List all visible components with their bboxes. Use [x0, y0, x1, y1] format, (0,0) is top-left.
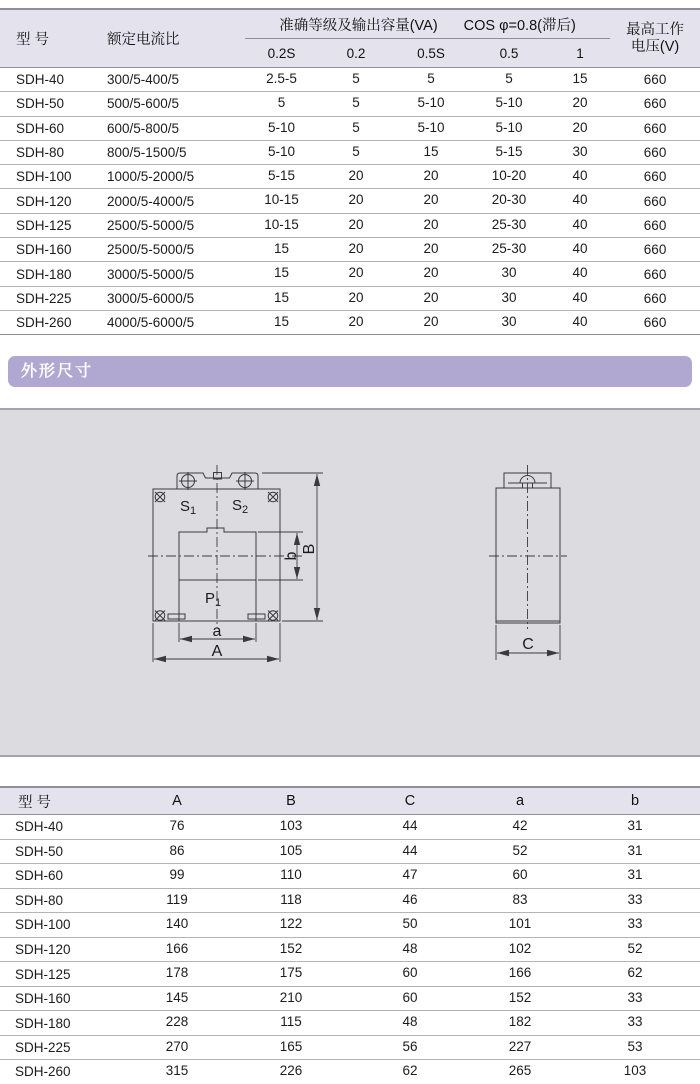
cell-dim-B: 115 — [280, 1014, 302, 1030]
cell-05s: 5-10 — [417, 119, 445, 135]
cell-dim-a: 152 — [508, 989, 532, 1005]
cell-voltage: 660 — [643, 169, 667, 185]
cell-02s: 5-10 — [267, 119, 296, 135]
cell-dim-a: 83 — [512, 891, 528, 907]
cell-02: 5 — [352, 119, 360, 135]
cell-02: 20 — [348, 265, 364, 281]
cell-05s: 20 — [423, 168, 439, 184]
cell-model: SDH-260 — [15, 1064, 71, 1080]
terminal-screw-s2-cross — [236, 472, 254, 490]
cell-ratio: 3000/5-5000/5 — [107, 266, 195, 282]
cell-dim-B: 165 — [279, 1038, 303, 1054]
cell-ratio: 3000/5-6000/5 — [107, 290, 195, 306]
cell-05s: 15 — [423, 143, 439, 159]
cell-dim-A: 145 — [165, 989, 189, 1005]
cell-dim-b: 33 — [627, 916, 643, 932]
cell-voltage: 660 — [643, 266, 667, 282]
cell-02s: 5 — [277, 95, 286, 111]
cell-ratio: 2000/5-4000/5 — [107, 193, 195, 209]
cell-05s: 20 — [423, 313, 439, 329]
cell-voltage: 660 — [643, 290, 667, 306]
col-header-A: A — [122, 787, 232, 815]
cell-02: 5 — [352, 71, 360, 86]
foot-left — [168, 614, 185, 619]
cell-ratio: 500/5-600/5 — [107, 96, 180, 112]
label-p1: $P_1$ — [205, 590, 222, 609]
spec-table-header — [0, 9, 700, 68]
cell-voltage: 660 — [643, 193, 667, 209]
spec-row — [0, 165, 700, 189]
spec-row — [0, 68, 700, 92]
cell-ratio: 300/5-400/5 — [107, 72, 180, 88]
cell-1: 40 — [572, 241, 588, 257]
col-header-ratio: 额定电流比 — [97, 9, 245, 68]
accuracy-output-label: 准确等级及输出容量(VA) — [279, 17, 438, 34]
col-header-model: 型 号 — [0, 9, 97, 68]
cell-ratio: 800/5-1500/5 — [107, 145, 187, 161]
cell-1: 40 — [572, 168, 588, 184]
cell-dim-C: 62 — [402, 1063, 418, 1079]
cell-05: 30 — [501, 289, 517, 305]
col-header-accuracy-group — [245, 9, 610, 39]
cell-dim-A: 86 — [169, 842, 185, 858]
cell-dim-b: 62 — [627, 965, 643, 981]
cell-model: SDH-60 — [16, 120, 65, 136]
cell-dim-A: 76 — [169, 818, 185, 833]
spec-row — [0, 286, 700, 310]
cell-02s: 2.5-5 — [266, 71, 297, 86]
cell-05s: 20 — [423, 289, 439, 305]
col-header-02s: 0.2S — [245, 39, 318, 68]
spec-header-row-1 — [0, 9, 700, 39]
terminal-screw-s1-cross — [179, 472, 197, 490]
dim-label-a: a — [212, 623, 222, 640]
cell-dim-b: 103 — [623, 1063, 647, 1079]
cell-1: 30 — [572, 143, 588, 159]
cell-1: 40 — [572, 313, 588, 329]
spec-row — [0, 262, 700, 286]
cell-dim-a: 42 — [512, 818, 528, 833]
dims-row — [0, 815, 700, 840]
cell-dim-B: 226 — [279, 1063, 303, 1079]
cell-model: SDH-160 — [16, 242, 72, 258]
dims-row — [0, 1060, 700, 1084]
cell-model: SDH-160 — [15, 991, 71, 1007]
cell-02: 20 — [348, 192, 364, 208]
col-header-02: 0.2 — [318, 39, 394, 68]
dims-row — [0, 888, 700, 913]
dims-header-row — [0, 787, 700, 815]
cell-dim-A: 166 — [165, 940, 189, 956]
cell-1: 20 — [572, 119, 588, 135]
front-view — [148, 465, 323, 662]
cell-dim-C: 44 — [402, 842, 418, 858]
side-body-outline — [496, 488, 560, 623]
cell-dim-B: 210 — [279, 989, 303, 1005]
cell-05: 25-30 — [491, 216, 527, 232]
col-header-05s: 0.5S — [394, 39, 468, 68]
cell-dim-B: 152 — [279, 940, 303, 956]
cell-dim-b: 33 — [627, 989, 643, 1005]
cell-dim-b: 31 — [627, 818, 643, 833]
cell-02s: 10-15 — [264, 192, 299, 208]
cell-dim-a: 166 — [508, 965, 532, 981]
cell-1: 40 — [572, 192, 588, 208]
cell-05: 5-10 — [495, 119, 523, 135]
col-header-B: B — [232, 787, 350, 815]
dimension-a — [179, 623, 256, 642]
cell-dim-a: 52 — [512, 842, 528, 858]
cell-dim-C: 60 — [402, 965, 418, 981]
label-s2: $S_2$ — [232, 497, 249, 516]
cell-05s: 5 — [427, 71, 435, 86]
dimension-table-header — [0, 787, 700, 815]
cell-dim-A: 270 — [165, 1038, 189, 1054]
cell-model: SDH-50 — [16, 96, 65, 112]
cell-dim-b: 52 — [627, 940, 643, 956]
cell-dim-C: 56 — [402, 1038, 418, 1054]
cell-model: SDH-125 — [16, 217, 72, 233]
cell-dim-a: 102 — [508, 940, 532, 956]
cell-1: 40 — [572, 265, 588, 281]
spec-table — [0, 8, 700, 335]
cell-model: SDH-180 — [16, 266, 72, 282]
cell-model: SDH-60 — [15, 868, 64, 884]
cell-05: 5-10 — [495, 95, 523, 111]
cos-phi-label: COS φ=0.8(滞后) — [463, 17, 576, 34]
cell-voltage: 660 — [643, 242, 667, 258]
cell-model: SDH-260 — [16, 315, 72, 331]
cell-05: 10-20 — [491, 168, 527, 184]
spec-row — [0, 116, 700, 140]
col-header-05: 0.5 — [468, 39, 550, 68]
cell-02s: 5-15 — [267, 168, 296, 184]
cell-model: SDH-80 — [15, 892, 64, 908]
side-view — [489, 465, 567, 660]
cell-dim-b: 31 — [627, 867, 643, 883]
cell-1: 40 — [572, 289, 588, 305]
cell-dim-a: 101 — [508, 916, 532, 932]
cell-1: 15 — [572, 71, 588, 86]
cell-1: 20 — [572, 95, 588, 111]
cell-dim-A: 99 — [169, 867, 185, 883]
cell-05: 5 — [505, 71, 513, 86]
cell-1: 40 — [572, 216, 588, 232]
cell-dim-a: 265 — [508, 1063, 532, 1079]
cell-dim-C: 44 — [402, 818, 418, 833]
cell-02s: 15 — [273, 289, 290, 305]
cell-dim-C: 46 — [402, 891, 418, 907]
cell-dim-C: 48 — [402, 940, 418, 956]
section-banner-outline-dimensions: 外形尺寸 — [8, 356, 692, 387]
cell-02: 20 — [348, 241, 364, 257]
cell-02: 20 — [348, 289, 364, 305]
cell-model: SDH-100 — [15, 917, 71, 933]
cell-dim-b: 33 — [627, 1014, 643, 1030]
cell-05: 20-30 — [491, 192, 527, 208]
cell-model: SDH-50 — [15, 843, 64, 859]
cell-dim-B: 103 — [279, 818, 303, 833]
cell-02s: 15 — [273, 265, 290, 281]
col-header-b: b — [570, 787, 700, 815]
col-header-max-voltage — [610, 9, 700, 68]
label-s1: $S_1$ — [180, 498, 197, 517]
outline-drawing — [0, 410, 700, 755]
dim-label-B: B — [301, 543, 318, 555]
cell-voltage: 660 — [643, 96, 667, 112]
dims-row — [0, 1035, 700, 1060]
max-voltage-line2: 电压(V) — [630, 38, 680, 55]
dim-label-C: C — [522, 636, 534, 653]
cell-dim-A: 119 — [166, 891, 188, 907]
dimension-table-body — [0, 815, 700, 1084]
col-header-1: 1 — [550, 39, 610, 68]
dims-row — [0, 839, 700, 864]
cell-model: SDH-40 — [15, 819, 64, 835]
cell-02: 5 — [352, 143, 360, 159]
spec-row — [0, 189, 700, 213]
spec-row — [0, 92, 700, 116]
cell-02: 20 — [348, 216, 364, 232]
dim-label-b: b — [283, 551, 300, 561]
cell-ratio: 600/5-800/5 — [107, 120, 180, 136]
dims-row — [0, 962, 700, 987]
cell-02s: 15 — [273, 313, 290, 329]
cell-dim-B: 122 — [279, 916, 303, 932]
cell-model: SDH-100 — [16, 169, 72, 185]
cell-02: 5 — [352, 95, 360, 111]
cell-dim-b: 53 — [627, 1038, 643, 1054]
cell-voltage: 660 — [643, 315, 667, 331]
cell-dim-B: 118 — [280, 891, 302, 907]
cell-dim-A: 228 — [165, 1014, 189, 1030]
cell-dim-A: 178 — [165, 965, 189, 981]
cell-05: 30 — [501, 265, 517, 281]
cell-05s: 5-10 — [417, 95, 445, 111]
cell-05s: 20 — [423, 265, 439, 281]
spec-row — [0, 140, 700, 164]
spec-table-body — [0, 68, 700, 335]
dims-row — [0, 864, 700, 889]
cell-02s: 5-10 — [267, 143, 296, 159]
cell-model: SDH-120 — [15, 942, 71, 957]
cell-voltage: 660 — [643, 145, 667, 161]
cell-05s: 20 — [423, 241, 439, 257]
cell-ratio: 2500/5-5000/5 — [107, 242, 195, 258]
dims-row — [0, 913, 700, 938]
dims-row — [0, 986, 700, 1011]
cell-ratio: 4000/5-6000/5 — [107, 315, 195, 331]
cell-model: SDH-120 — [16, 193, 72, 209]
cell-05: 25-30 — [491, 241, 527, 257]
cell-dim-A: 140 — [165, 916, 189, 932]
cell-05: 30 — [501, 313, 517, 329]
cell-voltage: 660 — [643, 120, 667, 136]
cell-02: 20 — [348, 313, 364, 329]
cell-02s: 10-15 — [264, 216, 299, 232]
cell-05: 5-15 — [495, 143, 523, 159]
col-header-a: a — [470, 787, 570, 815]
cell-model: SDH-80 — [16, 145, 65, 161]
cell-voltage: 660 — [643, 217, 667, 233]
cell-dim-A: 315 — [165, 1063, 189, 1079]
dims-row — [0, 1011, 700, 1036]
col-header-model: 型 号 — [0, 787, 122, 815]
cell-dim-C: 48 — [402, 1014, 418, 1030]
cell-05s: 20 — [423, 216, 439, 232]
cell-dim-C: 47 — [402, 867, 418, 883]
dimension-table — [0, 786, 700, 1084]
cell-dim-C: 50 — [402, 916, 418, 932]
spec-row — [0, 238, 700, 262]
col-header-C: C — [350, 787, 470, 815]
cell-dim-b: 33 — [627, 891, 643, 907]
cell-02s: 15 — [273, 241, 290, 257]
cell-ratio: 2500/5-5000/5 — [107, 217, 195, 233]
spec-row — [0, 310, 700, 334]
cell-voltage: 660 — [643, 72, 667, 88]
cell-dim-B: 105 — [279, 842, 303, 858]
cell-dim-C: 60 — [402, 989, 418, 1005]
cell-dim-b: 31 — [627, 842, 643, 858]
cell-dim-B: 175 — [279, 965, 303, 981]
dims-row — [0, 937, 700, 962]
core-window — [179, 528, 256, 580]
spec-row — [0, 213, 700, 237]
dimension-C — [496, 625, 560, 660]
cell-05s: 20 — [423, 192, 439, 208]
cell-model: SDH-40 — [16, 72, 65, 88]
cell-model: SDH-225 — [15, 1040, 71, 1056]
cell-dim-a: 60 — [512, 867, 528, 883]
cell-model: SDH-225 — [16, 290, 72, 306]
dim-label-A: A — [211, 643, 223, 660]
cell-dim-B: 110 — [280, 867, 302, 883]
outline-drawing-panel — [0, 408, 700, 757]
max-voltage-line1: 最高工作 — [626, 21, 685, 38]
cell-dim-a: 182 — [508, 1014, 532, 1030]
cell-02: 20 — [348, 168, 364, 184]
cell-model: SDH-180 — [15, 1015, 71, 1031]
cell-model: SDH-125 — [15, 966, 71, 982]
cell-dim-a: 227 — [508, 1038, 532, 1054]
cell-ratio: 1000/5-2000/5 — [107, 169, 195, 185]
